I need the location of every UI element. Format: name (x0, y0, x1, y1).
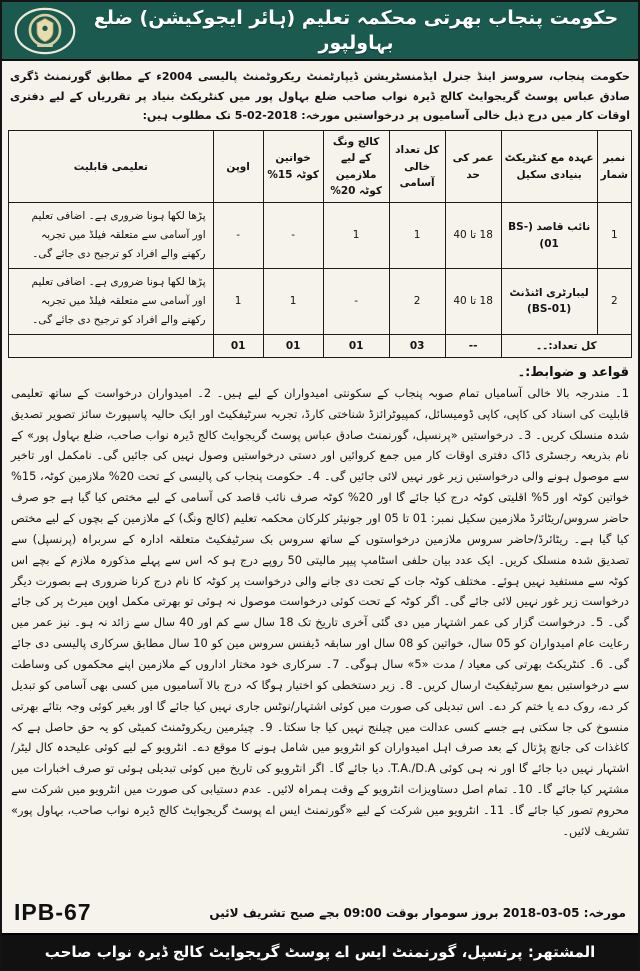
cell-serial: 2 (597, 268, 631, 334)
cell-post: لیبارٹری اٹنڈنٹ (BS-01) (501, 268, 597, 334)
intro-paragraph: حکومت پنجاب، سروسز اینڈ جنرل ایڈمنسٹریشن ڈیپارٹمنٹ ریکروٹمنٹ پالیسی 2004ء کے مطابق گورنمنٹ ڈگری صادق عباس پوسٹ گریجوایٹ کالج ڈیرہ نواب صاحب ضلع بہاول پور میں کنٹریکٹ بنیاد پر تقرریاں کے لیے دفتری اوقات کار میں درج ذیل خالی آسامیوں پر درخواستیں مورخہ: 2018-02-5 تک مطلوب ہیں: (10, 70, 630, 122)
bottom-line (2, 896, 638, 933)
rules-section (2, 362, 638, 896)
cell-total: 1 (389, 203, 445, 269)
total-qualification (9, 334, 214, 357)
cell-open: 1 (213, 268, 263, 334)
rule-item-11: 11۔ انٹرویو میں شرکت کے لیے «گورنمنٹ ایس اے پوسٹ گریجوایٹ کالج ڈیرہ نواب صاحب، بہاول پور» تشریف لائیں۔ (11, 802, 629, 838)
cell-qualification: پڑھا لکھا ہونا ضروری ہے۔ اضافی تعلیم اور آسامی سے متعلقہ فیلڈ میں تجربہ رکھنے والے افراد کو ترجیح دی جائے گی۔ (9, 268, 214, 334)
col-header-women-quota: خواتین کوٹہ 15% (263, 131, 323, 203)
cell-women-quota: 1 (263, 268, 323, 334)
cell-age: 18 تا 40 (445, 203, 501, 269)
rule-item-3: 3۔ درخواستیں «پرنسپل، گورنمنٹ صادق عباس پوسٹ گریجوایٹ کالج ڈیرہ نواب صاحب، ضلع بہاول پور» کے نام بذریعہ رجسٹری ڈاک دفتری اوقات کار میں جمع کروائیں اور دستی درخواستیں وصول نہیں کی جائیں گی۔ نامکمل اور تاخیر سے موصول ہونے والی درخواستیں زیر غور نہیں لائی جائیں گی۔ (11, 427, 629, 484)
rule-item-2: 2۔ امیدواران درخواست کے ساتھ تعلیمی قابلیت کی اسناد کی کاپی، کاپی ڈومیسائل، کمپیوٹرائزڈ شناختی کارڈ، تجربہ سرٹیفکیٹ اور ایک حالیہ پاسپورٹ سائز تصویر تصدیق شدہ منسلک کریں۔ (11, 385, 630, 442)
cell-qualification: پڑھا لکھا ہونا ضروری ہے۔ اضافی تعلیم اور آسامی سے متعلقہ فیلڈ میں تجربہ رکھنے والے افراد کو ترجیح دی جائے گی۔ (9, 203, 214, 269)
table-row (9, 203, 632, 269)
col-header-qualification: تعلیمی قابلیت (9, 131, 214, 203)
col-header-total: کل تعداد خالی آسامی (389, 131, 445, 203)
rules-title: قواعد و ضوابط:۔ (517, 364, 629, 380)
cell-post: نائب قاصد (BS-01) (501, 203, 597, 269)
total-women-quota: 01 (263, 334, 323, 357)
publisher-line: المشتھر: پرنسپل، گورنمنٹ ایس اے پوسٹ گریجوایٹ کالج ڈیرہ نواب صاحب (44, 943, 596, 961)
total-age: -- (445, 334, 501, 357)
rule-item-10: 10۔ تمام اصل دستاویزات انٹرویو کے وقت ہمراہ لائیں۔ عدم دستیابی کی صورت میں انٹرویو میں شرکت سے محروم تصور کیا جائے گا۔ (11, 782, 629, 817)
header-bar (2, 2, 638, 61)
footer-bar (2, 933, 638, 969)
table-row (9, 268, 632, 334)
rule-item-5: 5۔ درخواست گزار کی عمر اشتہار میں دی گئی آخری تاریخ تک 18 سال سے کم اور 40 سال سے زائد نہ ہو۔ نیز عمر میں رعایت عام امیدواران کو 05 سال، خواتین کو 08 سال اور سابقہ ڈیفنس سروس مین کو 10 سال مطابق سرکاری پالیسی دی جائے گی۔ (11, 615, 630, 671)
total-college-quota: 01 (323, 334, 389, 357)
col-header-college-quota: کالج ونگ کے لیے ملازمین کوٹہ 20% (323, 131, 389, 203)
cell-college-quota: - (323, 268, 389, 334)
total-label: کل تعداد:۔۔ (501, 334, 631, 357)
rule-item-9: 9۔ چیئرمین ریکروٹمنٹ کمیٹی کو یہ حق حاصل ہے کہ کاغذات کی جانچ پڑتال کے بعد صرف اہل امیدواران کو انٹرویو میں شامل ہونے کا موقع دے۔ انٹرویو کے لیے کوئی علیحدہ کال لیٹر/اشتہار نہیں دیا جائے گا اور نہ ہی کوئی T.A./D.A. دیا جائے گا۔ اگر انٹرویو کی تاریخ میں کوئی تبدیلی ہوئی تو صرف اخبارات میں مشتہر کیا جائے گا۔ (11, 719, 630, 797)
ipb-number: IPB-67 (14, 899, 92, 925)
total-count: 03 (389, 334, 445, 357)
vacancy-table (8, 130, 632, 358)
cell-women-quota: - (263, 203, 323, 269)
table-total-row (9, 334, 632, 357)
total-open: 01 (213, 334, 263, 357)
table-header-row (9, 131, 632, 203)
rules-paragraph (11, 383, 629, 842)
cell-age: 18 تا 40 (445, 268, 501, 334)
rule-item-4: 4۔ حکومت پنجاب کی پالیسی کے تحت 20% ملازمین کوٹہ، 15% خواتین کوٹہ اور 5% اقلیتی کوٹہ درج کیا جائے گا اور 20% کوٹہ صرف نائب قاصد کی آسامی کے لیے مختص کیا گیا ہے جو صرف حاضر سروس/ریٹائرڈ ملازمین سکیل نمبر: 01 تا 05 اور جونیئر کلرکان محکمہ تعلیم (کالج ونگ) کے ملازمین کے بچوں کے لیے مختص کیا گیا ہے۔ ریٹائرڈ/حاضر سروس ملازمین درخواستوں کے ساتھ سروس بک سرٹیفکیٹ متعلقہ ادارہ کے سربراہ (پرنسپل) سے تصدیق شدہ منسلک کریں۔ ایک عدد بیان حلفی اسٹامپ پیپر مالیتی 50 روپے درج ہو کہ اس سے پہلے مذکورہ ملازم کے بچے اس کوٹہ سے مستفید نہیں ہوئے۔ مختلف کوٹہ جات کے تحت دی جانے والی درخواست پر کوٹہ کا نام درج کرنا ضروری ہے بصورت دیگر درخواست زیر غور نہیں لائی جائے گی۔ اگر کوٹہ کے تحت کوئی درخواست موصول نہ ہوئی تو بھرتی مکمل اوپن میرٹ پر کی جائے گی۔ (11, 469, 629, 630)
cell-college-quota: 1 (323, 203, 389, 269)
cell-serial: 1 (597, 203, 631, 269)
rule-item-1: 1۔ مندرجہ بالا خالی آسامیاں تمام صوبہ پنجاب کے سکونتی امیدواران کے لیے ہیں۔ (216, 385, 629, 400)
rule-item-6: 6۔ کنٹریکٹ بھرتی کی معیاد / مدت «5» سال ہوگی۔ (343, 656, 604, 671)
col-header-serial: نمبر شمار (597, 131, 631, 203)
rule-item-7: 7۔ سرکاری خود مختار اداروں کے ملازمین اپنے محکموں کی وساطت سے درخواستیں بمع سرٹیفکیٹ ارسال کریں۔ (11, 656, 630, 692)
punjab-crest-icon (14, 7, 76, 55)
col-header-post: عہدہ مع کنٹریکٹ بنیادی سکیل (501, 131, 597, 203)
rule-item-8: 8۔ زیر دستخطی کو اختیار ہوگا کہ درج بالا آسامیوں میں کسی بھی آسامی کو تبدیل کر دے، روک دے یا ختم کر دے۔ اس تبدیلی کی صورت میں کوئی اشتہار/نوٹس جاری نہیں کیا جائے گا اور بغیر کوئی وجہ بتائے بھرتی منسوخ کی جا سکتی ہے جسے کسی عدالت میں چیلنج نہیں کیا جا سکتا۔ (11, 677, 630, 734)
cell-total: 2 (389, 268, 445, 334)
col-header-open: اوپن (213, 131, 263, 203)
col-header-age: عمر کی حد (445, 131, 501, 203)
cell-open: - (213, 203, 263, 269)
interview-date-line: مورخہ: 05-03-2018 بروز سوموار بوقت 09:00 بجے صبح تشریف لائیں (209, 905, 626, 920)
page-title: حکومت پنجاب بھرتی محکمہ تعلیم (ہائر ایجوکیشن) ضلع بہاولپور (93, 7, 619, 54)
